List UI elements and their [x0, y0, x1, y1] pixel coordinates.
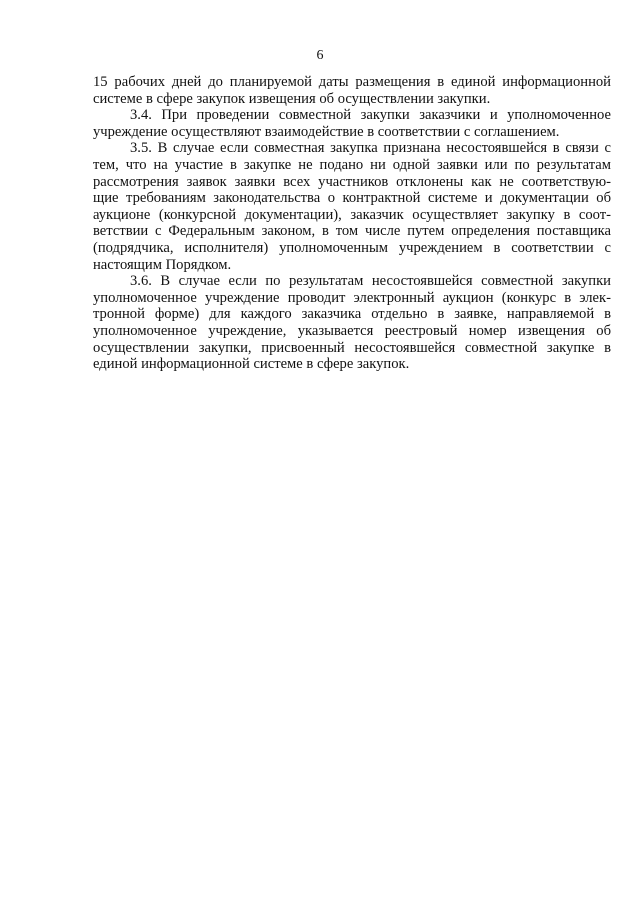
text-line: настоящим Порядком. [93, 256, 232, 273]
text-line: тронной форме) для каждого заказчика отдельно в заявке, направляемой в [93, 306, 611, 323]
paragraph-3-4 [93, 107, 611, 140]
page-number: 6 [316, 48, 324, 63]
text-line: осуществлении закупки, присвоенный несостоявшейся совместной закупке в [93, 339, 611, 356]
document-body [93, 74, 611, 373]
text-line: 3.5. В случае если совместная закупка признана несостоявшейся в связи с [130, 140, 611, 157]
paragraph-3-6 [93, 273, 611, 373]
paragraph-intro [93, 74, 611, 107]
text-line: щие требованиям законодательства о контрактной системе и документации об [93, 190, 611, 207]
text-line: уполномоченное учреждение, указывается реестровый номер извещения об [93, 322, 611, 339]
text-line: 3.4. При проведении совместной закупки заказчики и уполномоченное [130, 107, 611, 124]
text-line: (подрядчика, исполнителя) уполномоченным учреждением в соответствии с [93, 239, 611, 256]
text-line: единой информационной системе в сфере закупок. [93, 356, 410, 373]
text-line: рассмотрения заявок заявки всех участников отклонены как не соответствую- [93, 173, 611, 190]
text-line: ветствии с Федеральным законом, в том числе путем определения поставщика [93, 223, 611, 240]
text-line: тем, что на участие в закупке не подано ни одной заявки или по результатам [93, 156, 611, 173]
text-line: 15 рабочих дней до планируемой даты размещения в единой информационной [93, 74, 611, 90]
text-line: уполномоченное учреждение проводит электронный аукцион (конкурс в элек- [93, 289, 611, 306]
text-line: аукционе (конкурсной документации), заказчик осуществляет закупку в соот- [93, 206, 611, 223]
text-line: учреждение осуществляют взаимодействие в соответствии с соглашением. [93, 123, 560, 140]
paragraph-3-5 [93, 140, 611, 273]
text-line: системе в сфере закупок извещения об осуществлении закупки. [93, 90, 491, 107]
text-line: 3.6. В случае если по результатам несостоявшейся совместной закупки [130, 273, 611, 290]
